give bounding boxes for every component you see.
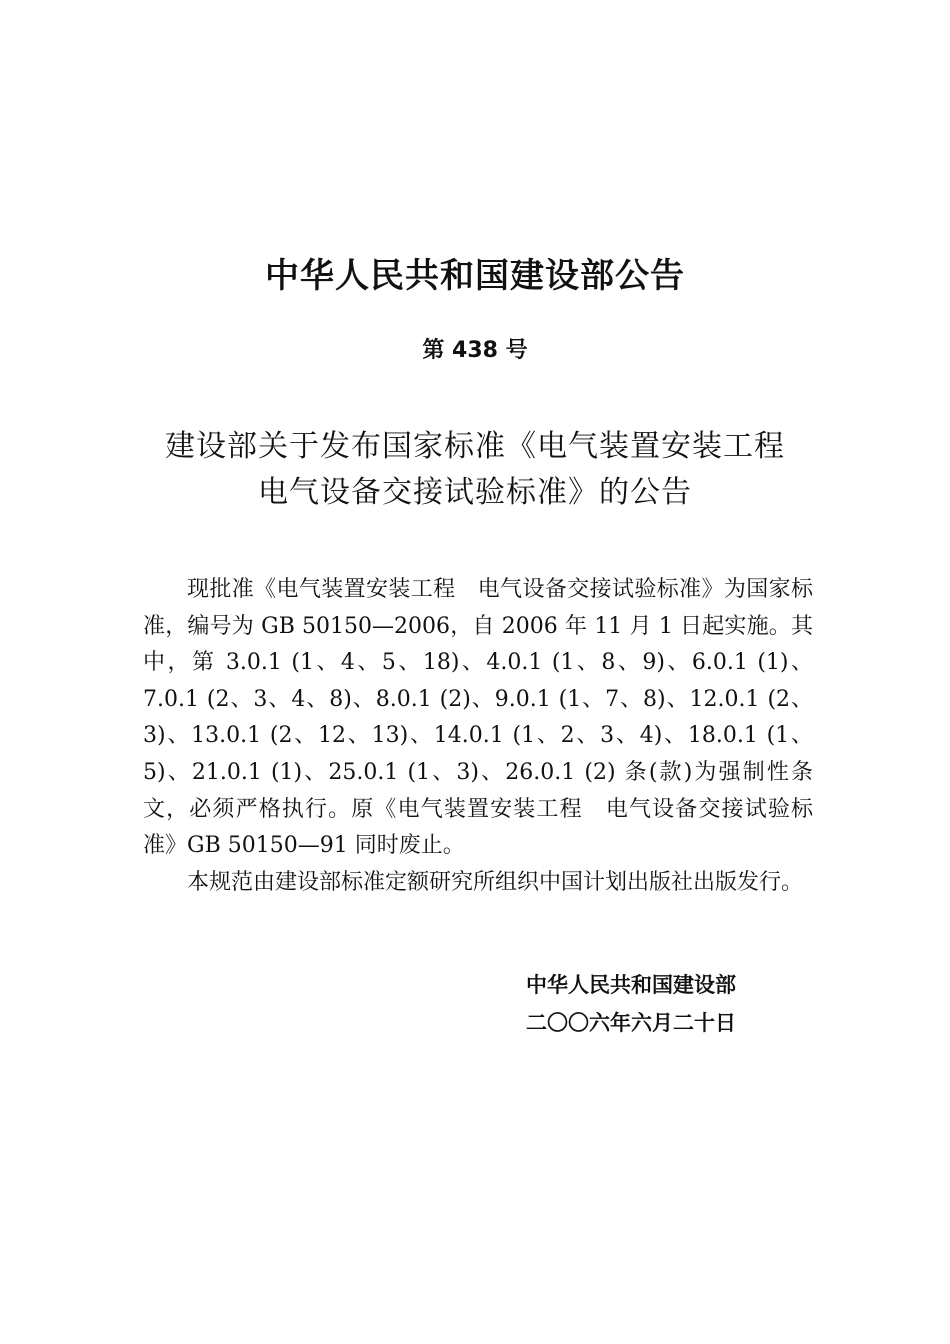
agency-title: 中华人民共和国建设部公告	[265, 256, 685, 296]
body-paragraph-1: 现批准《电气装置安装工程 电气设备交接试验标准》为国家标准，编号为 GB 50150—2006，自 2006 年 11 月 1 日起实施。其中，第 3.0.1 (1、4、5、18)、4.0.1 (1、8、9)、6.0.1 (1)、7.0.1 (2、3、4、8)、8.0.1 (2)、9.0.1 (1、7、8)、12.0.1 (2、3)、13.0.1 (2、12、13)、14.0.1 (1、2、3、4)、18.0.1 (1、5)、21.0.1 (1)、25.0.1 (1、3)、26.0.1 (2) 条(款)为强制性条文，必须严格执行。原《电气装置安装工程 电气设备交接试验标准》GB 50150—91 同时废止。	[143, 577, 813, 859]
subject-line-1: 建设部关于发布国家标准《电气装置安装工程	[165, 429, 785, 464]
announcement-subject	[0, 424, 950, 516]
announcement-body	[143, 572, 813, 901]
signature-block	[526, 966, 826, 1042]
doc-number: 第 438 号	[422, 338, 528, 363]
issue-date: 二〇〇六年六月二十日	[526, 1011, 736, 1035]
subject-line-2: 电气设备交接试验标准》的公告	[258, 475, 692, 510]
issuer-name: 中华人民共和国建设部	[526, 973, 736, 997]
body-paragraph-2: 本规范由建设部标准定额研究所组织中国计划出版社出版发行。	[187, 869, 804, 895]
